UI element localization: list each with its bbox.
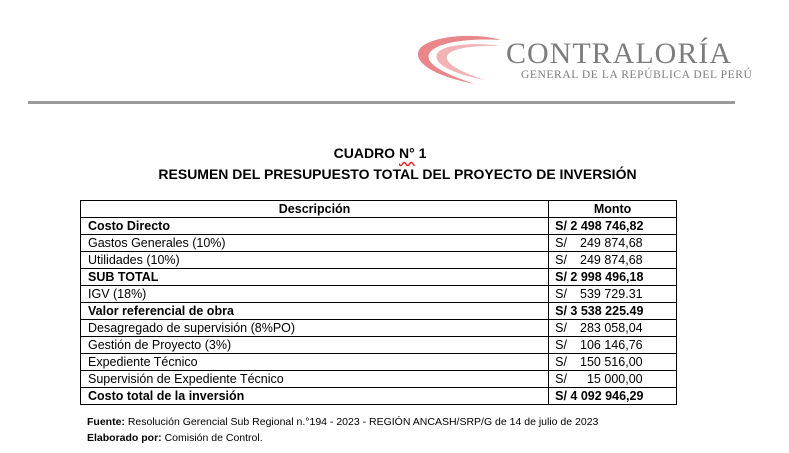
row-description: Expediente Técnico	[81, 354, 549, 371]
document-subtitle: RESUMEN DEL PRESUPUESTO TOTAL DEL PROYECTO DE INVERSIÓN	[158, 166, 637, 182]
row-description: SUB TOTAL	[81, 269, 549, 286]
row-description: Valor referencial de obra	[81, 303, 549, 320]
currency-symbol: S/	[555, 270, 567, 284]
currency-symbol: S/	[555, 321, 567, 335]
amount-value: 539 729.31	[580, 287, 643, 301]
title-prefix: CUADRO	[333, 145, 399, 161]
table-row	[81, 218, 677, 235]
row-description: Utilidades (10%)	[81, 252, 549, 269]
currency-symbol: S/	[555, 236, 567, 250]
currency-symbol: S/	[555, 338, 567, 352]
table-row	[81, 252, 677, 269]
amount-value: 2 498 746,82	[570, 219, 644, 233]
currency-symbol: S/	[555, 219, 567, 233]
title-suffix: 1	[414, 145, 427, 161]
row-amount	[549, 286, 677, 303]
row-description: Costo Directo	[81, 218, 549, 235]
row-amount	[549, 252, 677, 269]
amount-value: 4 092 946,29	[570, 389, 644, 403]
row-amount	[549, 337, 677, 354]
row-amount	[549, 218, 677, 235]
source-text: Resolución Gerencial Sub Regional n.°194 - 2023 - REGIÓN ANCASH/SRP/G de 14 de julio de 2023	[124, 416, 599, 428]
currency-symbol: S/	[555, 304, 567, 318]
document-title	[0, 145, 760, 161]
currency-symbol: S/	[555, 253, 567, 267]
amount-value: 15 000,00	[586, 372, 643, 386]
table-row	[81, 320, 677, 337]
amount-value: 2 998 496,18	[570, 270, 644, 284]
logo-subtitle: GENERAL DE LA REPÚBLICA DEL PERÚ	[521, 69, 753, 81]
table-row	[81, 388, 677, 405]
row-amount	[549, 388, 677, 405]
currency-symbol: S/	[555, 287, 567, 301]
amount-value: 106 146,76	[580, 338, 643, 352]
amount-value: 249 874,68	[580, 253, 643, 267]
source-label: Fuente:	[87, 416, 125, 428]
row-description: Gestión de Proyecto (3%)	[81, 337, 549, 354]
currency-symbol: S/	[555, 372, 567, 386]
table-header-row	[81, 201, 677, 218]
row-amount	[549, 303, 677, 320]
row-amount	[549, 354, 677, 371]
table-row	[81, 303, 677, 320]
logo-title: CONTRALORÍA	[506, 37, 732, 70]
row-description: Costo total de la inversión	[81, 388, 549, 405]
table-row	[81, 337, 677, 354]
table-row	[81, 371, 677, 388]
header-divider	[28, 101, 735, 104]
row-description: Desagregado de supervisión (8%PO)	[81, 320, 549, 337]
table-row	[81, 354, 677, 371]
contraloria-logo	[415, 34, 753, 86]
prepared-by-text: Comisión de Control.	[161, 432, 263, 444]
table-row	[81, 235, 677, 252]
row-amount	[549, 320, 677, 337]
contraloria-swoosh-icon	[415, 34, 505, 86]
amount-value: 249 874,68	[580, 236, 643, 250]
row-description: Gastos Generales (10%)	[81, 235, 549, 252]
row-amount	[549, 235, 677, 252]
table-row	[81, 269, 677, 286]
row-amount	[549, 269, 677, 286]
row-description: Supervisión de Expediente Técnico	[81, 371, 549, 388]
column-header-amount: Monto	[549, 201, 677, 218]
table-row	[81, 286, 677, 303]
budget-table	[80, 200, 677, 405]
source-note	[87, 416, 598, 428]
title-number-sign: N°	[398, 145, 415, 161]
prepared-by-label: Elaborado por:	[87, 432, 162, 444]
currency-symbol: S/	[555, 389, 567, 403]
prepared-by-note	[87, 432, 263, 444]
column-header-description: Descripción	[81, 201, 549, 218]
amount-value: 283 058,04	[580, 321, 643, 335]
currency-symbol: S/	[555, 355, 567, 369]
row-amount	[549, 371, 677, 388]
amount-value: 3 538 225.49	[570, 304, 644, 318]
amount-value: 150 516,00	[580, 355, 643, 369]
row-description: IGV (18%)	[81, 286, 549, 303]
